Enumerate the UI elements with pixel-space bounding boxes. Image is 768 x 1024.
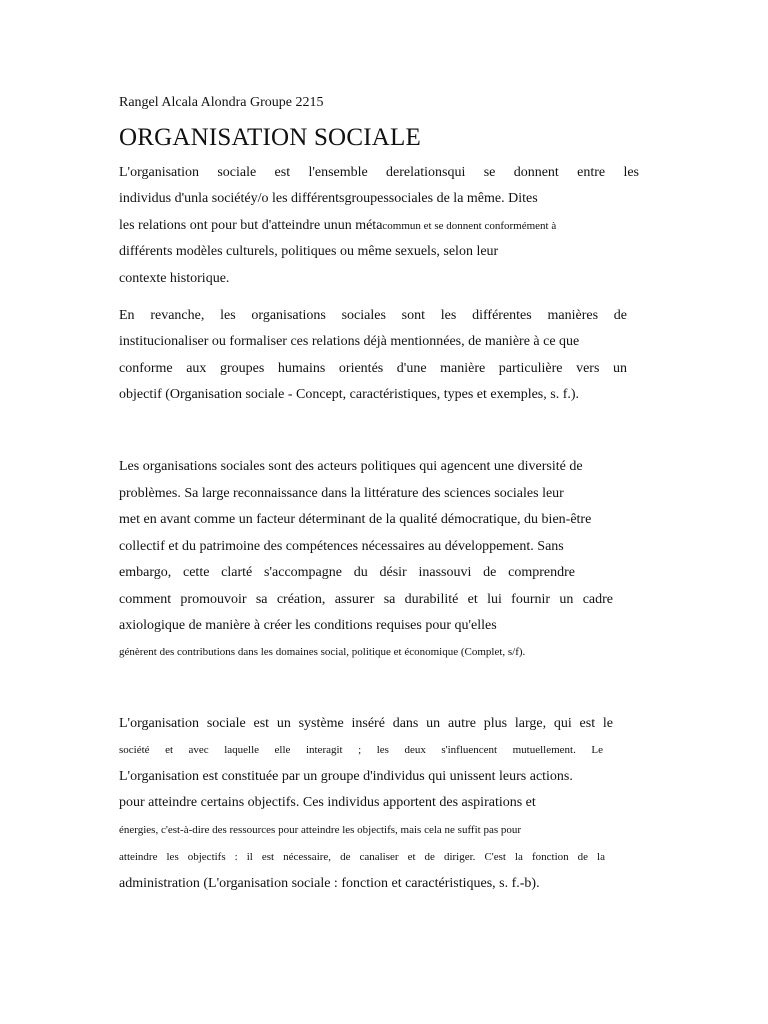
paragraph-1-line-small: commun et se donnent conformément à xyxy=(382,220,557,232)
author-line: Rangel Alcala Alondra Groupe 2215 xyxy=(119,95,324,110)
paragraph-3-line: problèmes. Sa large reconnaissance dans la littérature des sciences sociales leur xyxy=(119,486,564,501)
paragraph-3-line: met en avant comme un facteur déterminant de la qualité démocratique, du bien-être xyxy=(119,512,592,527)
paragraph-4-line: L'organisation sociale est un système inséré dans un autre plus large, qui est le xyxy=(119,716,613,731)
paragraph-2-line: conforme aux groupes humains orientés d'une manière particulière vers un xyxy=(119,361,627,376)
paragraph-4-line: administration (L'organisation sociale : fonction et caractéristiques, s. f.-b). xyxy=(119,876,540,891)
paragraph-1-line: individus d'unla sociétéy/o les différentsgroupessociales de la même. Dites xyxy=(119,191,538,206)
paragraph-4-line-small: énergies, c'est-à-dire des ressources pour atteindre les objectifs, mais cela ne suffit pas pour xyxy=(119,824,522,836)
paragraph-3-line: axiologique de manière à créer les conditions requises pour qu'elles xyxy=(119,618,497,633)
paragraph-1-line-part: les relations ont pour but d'atteindre unun méta xyxy=(119,218,383,233)
document-title: ORGANISATION SOCIALE xyxy=(119,124,421,151)
paragraph-1-line: différents modèles culturels, politiques ou même sexuels, selon leur xyxy=(119,244,499,259)
paragraph-4-line-small: atteindre les objectifs : il est nécessaire, de canaliser et de diriger. C'est la fonction de la xyxy=(119,851,605,863)
paragraph-4-line: pour atteindre certains objectifs. Ces individus apportent des aspirations et xyxy=(119,795,536,810)
paragraph-3-line: collectif et du patrimoine des compétences nécessaires au développement. Sans xyxy=(119,539,564,554)
paragraph-4-line: L'organisation est constituée par un groupe d'individus qui unissent leurs actions. xyxy=(119,769,573,784)
paragraph-3-line-small: génèrent des contributions dans les domaines social, politique et économique (Complet, s/f). xyxy=(119,646,526,658)
paragraph-4-line-small: société et avec laquelle elle interagit ; les deux s'influencent mutuellement. Le xyxy=(119,744,603,756)
paragraph-1-line: contexte historique. xyxy=(119,271,230,286)
paragraph-3-line: Les organisations sociales sont des acteurs politiques qui agencent une diversité de xyxy=(119,459,583,474)
paragraph-3-line: comment promouvoir sa création, assurer sa durabilité et lui fournir un cadre xyxy=(119,592,613,607)
paragraph-3-line: embargo, cette clarté s'accompagne du désir inassouvi de comprendre xyxy=(119,565,575,580)
paragraph-2-line: objectif (Organisation sociale - Concept, caractéristiques, types et exemples, s. f.). xyxy=(119,387,580,402)
paragraph-2-line: En revanche, les organisations sociales sont les différentes manières de xyxy=(119,308,627,323)
paragraph-1-line: L'organisation sociale est l'ensemble derelationsqui se donnent entre les xyxy=(119,165,639,180)
paragraph-1-line xyxy=(119,217,556,235)
paragraph-2-line: institucionaliser ou formaliser ces relations déjà mentionnées, de manière à ce que xyxy=(119,334,580,349)
